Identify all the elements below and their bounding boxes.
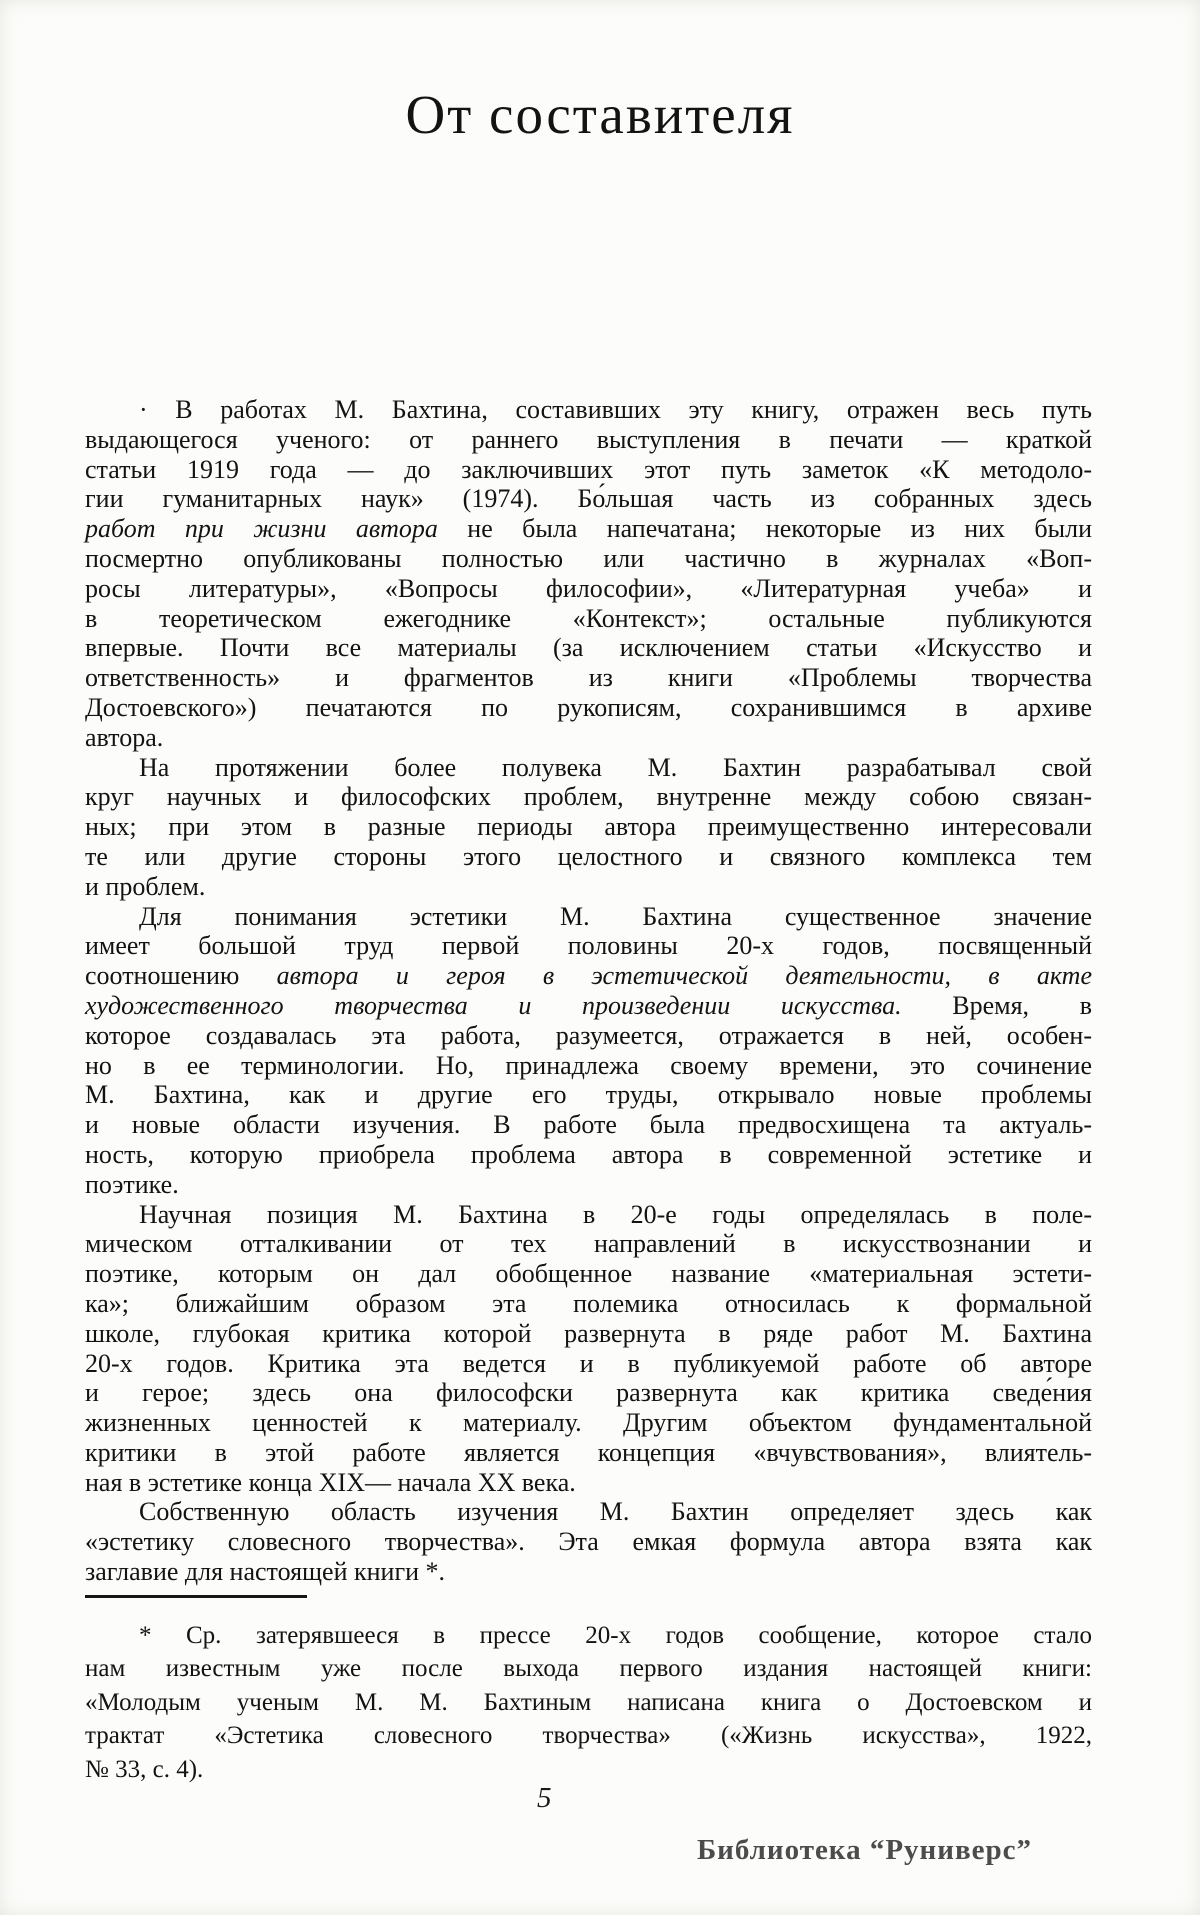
text-segment: нам известным уже после выхода первого издания настоящей книги: — [85, 1655, 1092, 1683]
emphasized-text: работ при жизни автора — [85, 514, 438, 544]
text-line — [85, 931, 1092, 961]
text-line — [85, 663, 1092, 693]
text-line — [85, 395, 1092, 425]
text-segment: ность, которую приобрела проблема автора в современной эстетике и — [85, 1139, 1092, 1169]
text-line — [85, 1378, 1092, 1408]
text-segment: ная в эстетике конца XIX— начала XX века. — [85, 1467, 576, 1497]
text-segment: поэтике, которым он дал обобщенное название «материальная эстети- — [85, 1259, 1092, 1289]
text-line — [85, 1319, 1092, 1349]
main-text — [85, 395, 1092, 1587]
text-line — [85, 872, 1092, 902]
text-segment: Время, в — [901, 990, 1092, 1020]
text-line — [85, 1229, 1092, 1259]
text-line — [85, 1110, 1092, 1140]
emphasized-text: художественного творчества и произведении искусства. — [85, 990, 902, 1020]
text-segment: впервые. Почти все материалы (за исключением статьи «Искусство и — [85, 633, 1092, 663]
text-line — [85, 1557, 1092, 1587]
text-line — [85, 484, 1092, 514]
text-line — [85, 1619, 1092, 1652]
text-line — [85, 753, 1092, 783]
text-line — [85, 782, 1092, 812]
text-segment: ответственность» и фрагментов из книги «Проблемы творчества — [85, 663, 1092, 693]
text-segment: Научная позиция М. Бахтина в 20-е годы определялась в поле- — [139, 1199, 1092, 1229]
text-segment: соотношению — [85, 961, 277, 991]
text-line — [85, 1349, 1092, 1379]
text-line — [85, 604, 1092, 634]
text-segment: выдающегося ученого: от раннего выступления в печати — краткой — [85, 424, 1092, 454]
text-segment: На протяжении более полувека М. Бахтин разрабатывал свой — [139, 752, 1092, 782]
text-line — [85, 1140, 1092, 1170]
page-number: 5 — [537, 1782, 552, 1814]
text-segment: ных; при этом в разные периоды автора преимущественно интересовали — [85, 812, 1092, 842]
paragraph — [85, 1497, 1092, 1586]
paragraph — [85, 395, 1092, 753]
text-line — [85, 961, 1092, 991]
paragraph — [85, 753, 1092, 902]
text-line — [85, 1408, 1092, 1438]
text-segment: № 33, с. 4). — [85, 1755, 204, 1783]
text-line — [85, 544, 1092, 574]
text-segment: которое создавалась эта работа, разумеется, отражается в ней, особен- — [85, 1020, 1092, 1050]
text-segment: автора. — [85, 722, 164, 752]
text-line — [85, 1170, 1092, 1200]
text-segment: заглавие для настоящей книги *. — [85, 1557, 446, 1587]
text-line — [85, 633, 1092, 663]
text-line — [85, 1289, 1092, 1319]
text-segment: «Молодым ученым М. М. Бахтиным написана книга о Достоевском и — [85, 1688, 1092, 1716]
text-segment: Достоевского») печатаются по рукописям, сохранившимся в архиве — [85, 692, 1092, 722]
text-line — [85, 842, 1092, 872]
text-line — [85, 1497, 1092, 1527]
text-segment: Собственную область изучения М. Бахтин определяет здесь как — [139, 1497, 1092, 1527]
text-line — [85, 991, 1092, 1021]
text-segment: * Ср. затерявшееся в прессе 20-х годов сообщение, которое стало — [139, 1621, 1092, 1649]
text-line — [85, 1051, 1092, 1081]
text-line — [85, 1468, 1092, 1498]
text-segment: и герое; здесь она философски развернута как критика сведе́ния — [85, 1378, 1092, 1408]
text-segment: поэтике. — [85, 1169, 179, 1199]
text-segment: и новые области изучения. В работе была предвосхищена та актуаль- — [85, 1110, 1092, 1140]
text-segment: ка»; ближайшим образом эта полемика относилась к формальной — [85, 1288, 1092, 1318]
footnote-separator — [85, 1595, 307, 1598]
text-line — [85, 1527, 1092, 1557]
text-segment: круг научных и философских проблем, внутренне между собою связан- — [85, 782, 1092, 812]
text-line — [85, 1021, 1092, 1051]
text-line — [85, 1652, 1092, 1685]
text-segment: в теоретическом ежегоднике «Контекст»; остальные публикуются — [85, 603, 1092, 633]
text-segment: те или другие стороны этого целостного и связного комплекса тем — [85, 841, 1092, 871]
text-segment: росы литературы», «Вопросы философии», «Литературная учеба» и — [85, 573, 1092, 603]
text-segment: статьи 1919 года — до заключивших этот путь заметок «К методоло- — [85, 454, 1092, 484]
text-segment: не была напечатана; некоторые из них были — [437, 514, 1092, 544]
text-segment: жизненных ценностей к материалу. Другим объектом фундаментальной — [85, 1408, 1092, 1438]
text-line — [85, 1438, 1092, 1468]
library-watermark: Библиотека “Руниверс” — [696, 1834, 1032, 1866]
text-line — [85, 693, 1092, 723]
text-segment: гии гуманитарных наук» (1974). Бо́льшая часть из собранных здесь — [85, 484, 1092, 514]
text-line — [85, 1719, 1092, 1752]
text-line — [85, 574, 1092, 604]
emphasized-text: автора и героя в эстетической деятельности, в акте — [276, 961, 1092, 991]
text-segment: «эстетику словесного творчества». Эта емкая формула автора взята как — [85, 1527, 1092, 1557]
text-segment: и проблем. — [85, 871, 206, 901]
text-line — [85, 1080, 1092, 1110]
text-segment: трактат «Эстетика словесного творчества» («Жизнь искусства», 1922, — [85, 1722, 1092, 1750]
paragraph — [85, 902, 1092, 1200]
paragraph — [85, 1200, 1092, 1498]
text-line — [85, 1200, 1092, 1230]
text-line — [85, 812, 1092, 842]
footnote — [85, 1619, 1092, 1786]
text-line — [85, 1259, 1092, 1289]
text-segment: М. Бахтина, как и другие его труды, открывало новые проблемы — [85, 1080, 1092, 1110]
text-line — [85, 902, 1092, 932]
text-segment: посмертно опубликованы полностью или частично в журналах «Воп- — [85, 543, 1092, 573]
text-segment: · В работах М. Бахтина, составивших эту книгу, отражен весь путь — [139, 395, 1092, 424]
text-line — [85, 1686, 1092, 1719]
text-line — [85, 455, 1092, 485]
text-segment: мическом отталкивании от тех направлений в искусствознании и — [85, 1229, 1092, 1259]
text-line — [85, 723, 1092, 753]
text-segment: Для понимания эстетики М. Бахтина существенное значение — [139, 901, 1092, 931]
page-title: От составителя — [405, 84, 795, 145]
text-segment: но в ее терминологии. Но, принадлежа своему времени, это сочинение — [85, 1050, 1092, 1080]
text-segment: 20-х годов. Критика эта ведется и в публикуемой работе об авторе — [85, 1348, 1092, 1378]
text-segment: критики в этой работе является концепция «вчувствования», влиятель- — [85, 1437, 1092, 1467]
text-line — [85, 514, 1092, 544]
text-line — [85, 425, 1092, 455]
text-line — [85, 1753, 1092, 1786]
text-segment: имеет большой труд первой половины 20-х годов, посвященный — [85, 931, 1092, 961]
text-segment: школе, глубокая критика которой развернута в ряде работ М. Бахтина — [85, 1318, 1092, 1348]
